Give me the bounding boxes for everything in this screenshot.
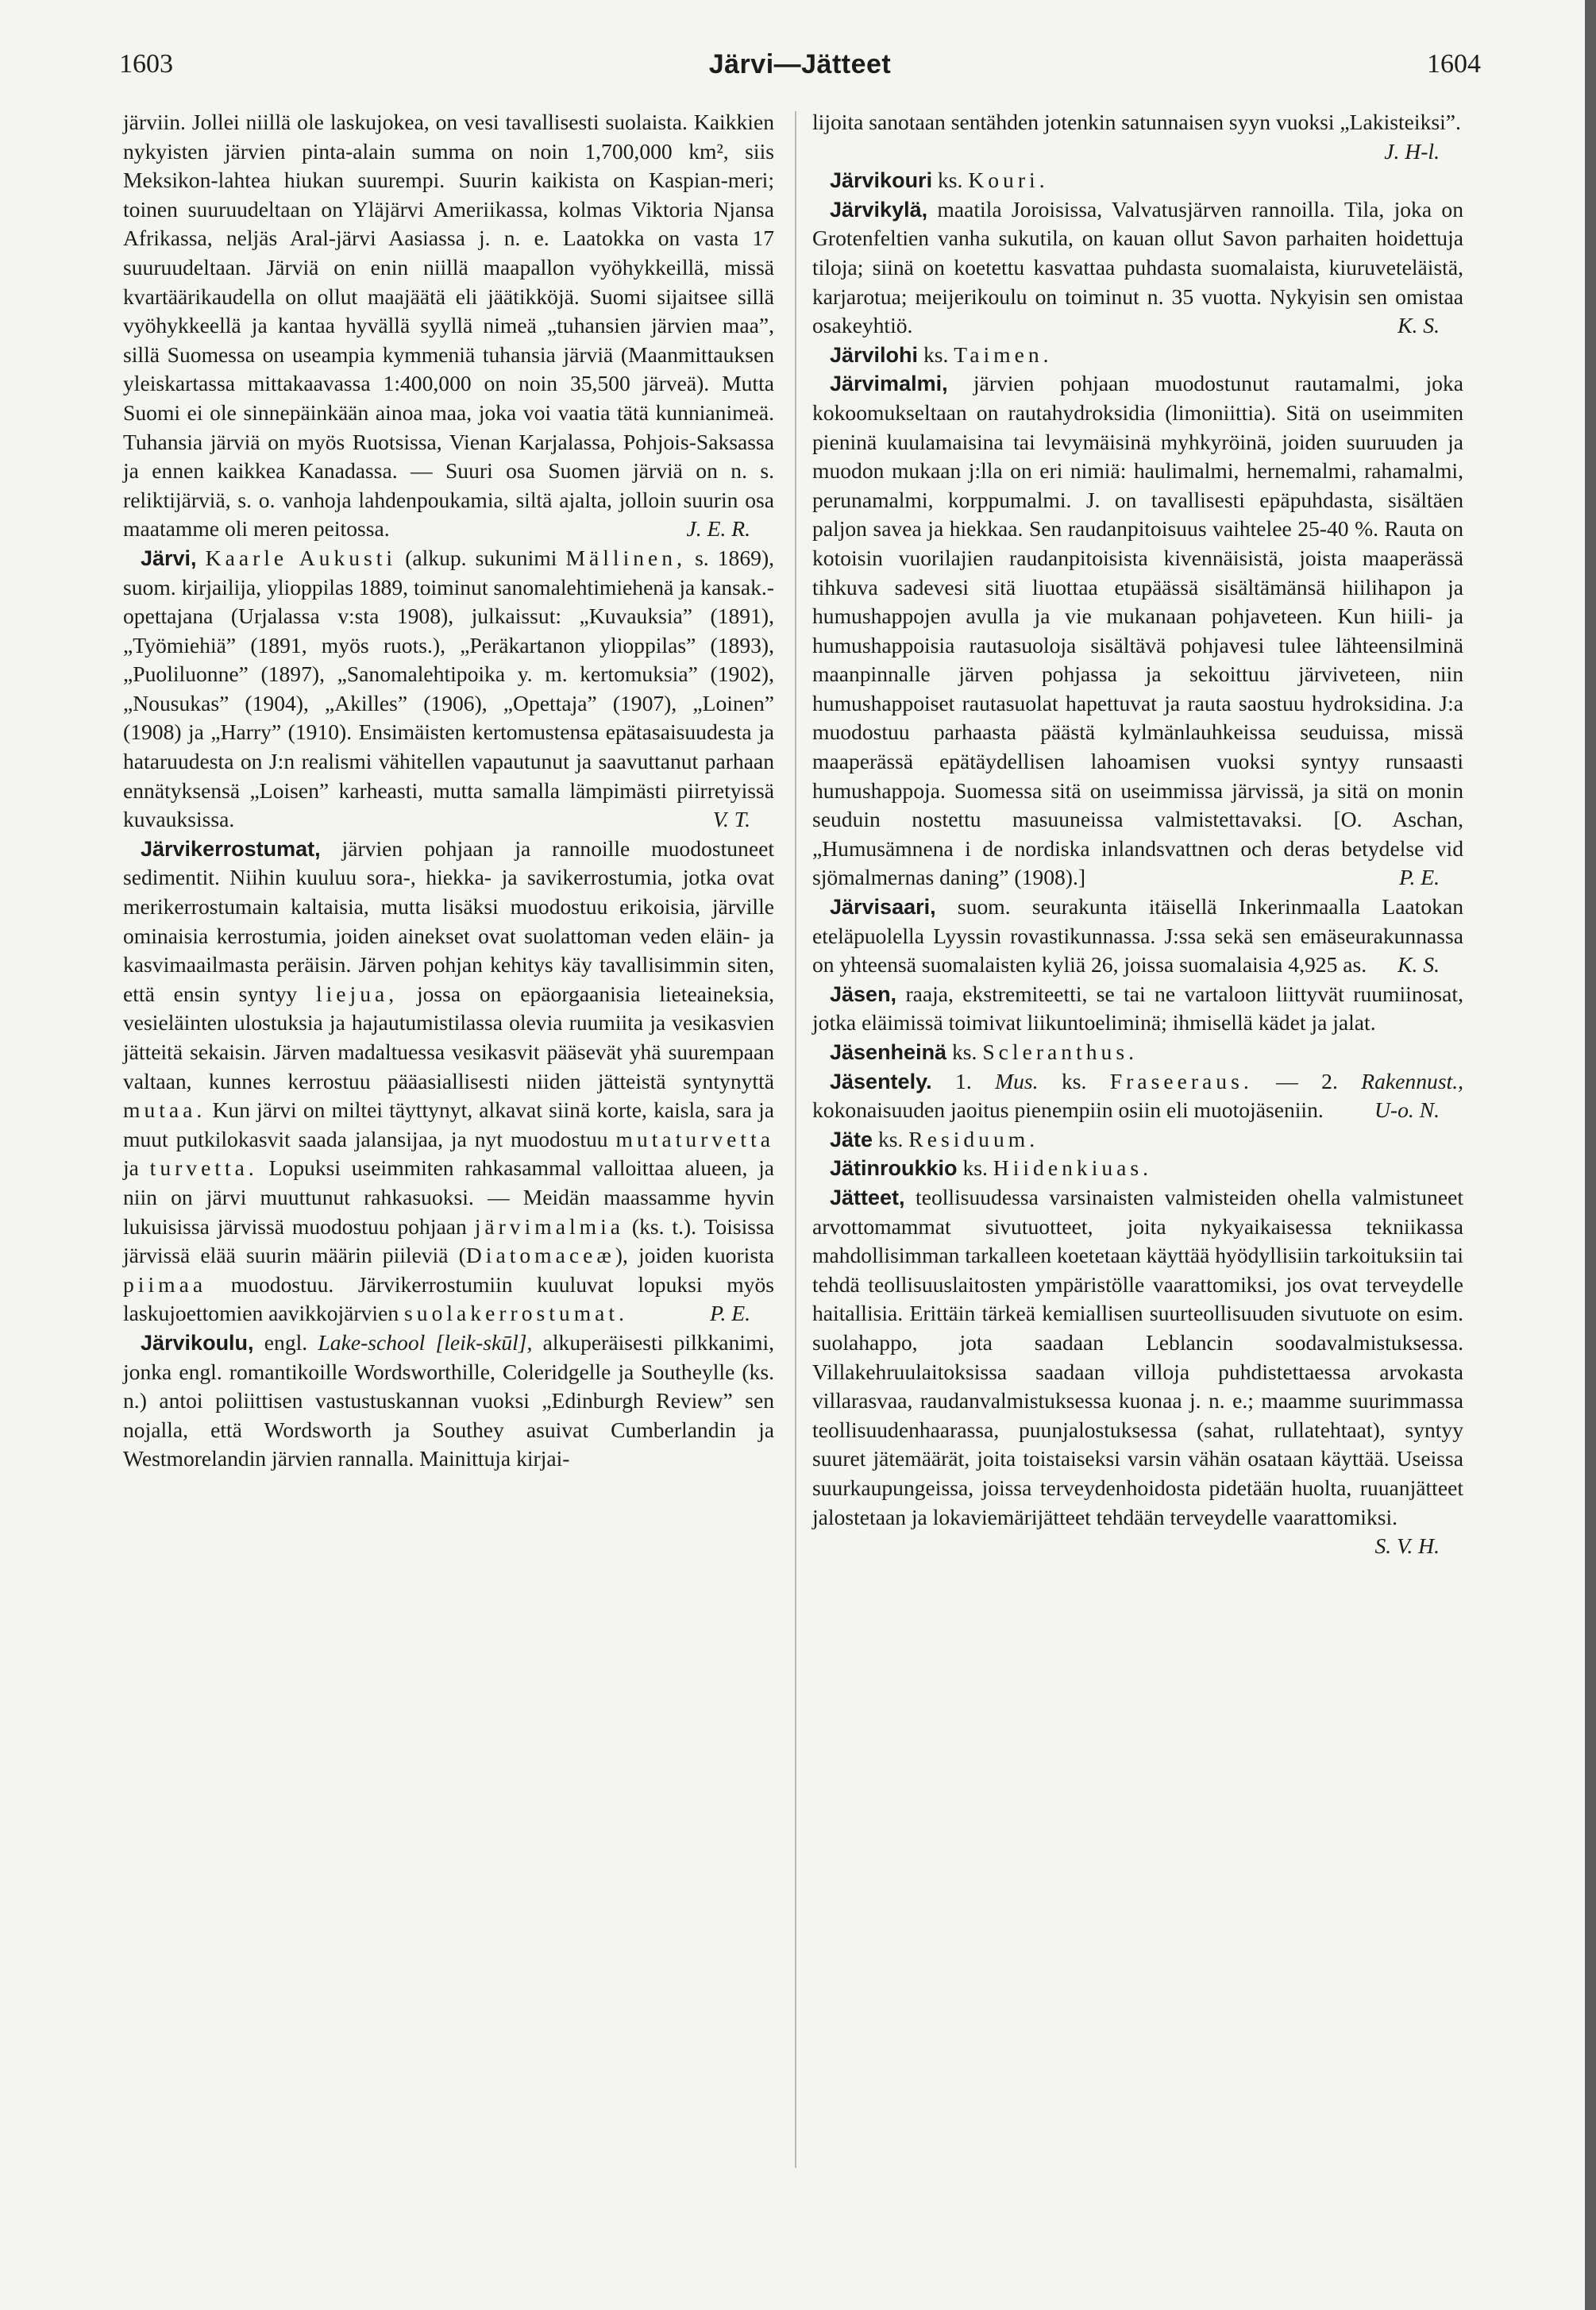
- column-divider: [795, 111, 796, 2168]
- entry-text: ks.: [951, 1039, 977, 1064]
- entry-headword: Järvikoulu,: [141, 1330, 254, 1355]
- entry-jarvisaari: [812, 893, 1463, 980]
- entry-headword: Järvisaari,: [830, 895, 936, 920]
- entry-signature: K. S.: [1397, 952, 1440, 978]
- spaced-term: mutaa.: [123, 1097, 206, 1123]
- entry-text: Lopuksi useimmiten rahkasammal valloittaa alueen, ja niin on järvi muuttunut rahkasuoksi. — Meidän maassamme hyvin lukuisissa järvissä muodostuu pohjaan: [123, 1155, 774, 1239]
- spaced-term: turvetta.: [149, 1155, 258, 1181]
- entry-text: (ks. t.). Toisissa järvissä elää suurin määrin piileviä (: [123, 1213, 774, 1268]
- spaced-term: Diatomaceæ: [465, 1243, 615, 1268]
- entry-text: maatila Joroisissa, Valvatusjärven rannoilla. Tila, joka on Grotenfeltien vanha sukutila, on kauan ollut Savon parhaiten hoidettuja tiloja; siinä on koetettu kasvattaa puhdasta suomalaista, kiuruveteläistä, karjarotua; meijerikoulu on toiminut n. 35 vuotta. Nykyisin sen omistaa osakeyhtiö.: [812, 196, 1463, 338]
- entry-headword: Järvikouri: [830, 168, 933, 193]
- entry-headword: Jäsenheinä: [830, 1040, 947, 1064]
- entry-text: ks.: [962, 1155, 988, 1181]
- entry-text: ks.: [1061, 1068, 1087, 1093]
- entry-headword: Järvimalmi,: [830, 372, 948, 396]
- entry-jasenheina: [812, 1038, 1463, 1067]
- entry-jarvikerrostumat: [123, 835, 774, 1329]
- entry-jarvikoulu: [123, 1329, 774, 1474]
- entry-jatteet: [812, 1183, 1463, 1559]
- entry-text: ja: [123, 1155, 139, 1181]
- running-title: Järvi—Jätteet: [708, 49, 892, 79]
- cross-reference: Residuum.: [908, 1126, 1039, 1151]
- entry-jasentely: [812, 1067, 1463, 1125]
- entry-text: teollisuudessa varsinaisten valmisteiden ohella valmistuneet arvottomammat sivutuotteet, joita nykyaikaisessa tekniikassa mahdollisimman tarkalleen koetetaan käyttää hyödyllisiin tarkoituksiin tai tehdä teollisuuslaitosten ympäristölle vaarattomiksi, jos ovat terveydelle haitallisia. Erittäin tärkeä kemiallisen suurteollisuuden sivutuote on esim. suolahappo, jota saadaan Leblancin soodavalmistuksessa. Villakehruulaitoksissa saadaan villoja puhdistettaessa arvokasta villarasvaa, raudanvalmistuksessa kuonaa j. n. e.; maamme suurimmassa teollisuudenhaarassa, puunjalostuksessa (sahat, rullatehtaat), syntyy suuret jätemäärät, joita toistaiseksi varsin vähän osataan käyttää. Useissa suurkaupungeissa, joissa terveydenhoidosta pidetään huolta, ruuanjätteet jalostetaan ja lokaviemärijätteet tehdään terveydelle vaarattomiksi.: [812, 1184, 1463, 1529]
- page-edge: [1585, 0, 1596, 2310]
- page-number-left: 1603: [119, 49, 173, 79]
- entry-headword: Jätinroukkio: [830, 1156, 958, 1181]
- entry-jarvilohi: [812, 341, 1463, 370]
- spaced-term: suolakerrostumat.: [404, 1301, 628, 1326]
- entry-text: järvien pohjaan ja rannoille muodostuneet sedimentit. Niihin kuuluu sora-, hiekka- ja savikerrostumia, jotka ovat merikerrostumain kaltaisia, mutta lisäksi muodostuu erikoisia, järville ominaisia kerrostumia, joiden ainekset ovat suolattoman veden eläin- ja kasvimaailmasta peräisin. Järven pohjan kehitys käy tavallisimmin siten, että ensin syntyy: [123, 835, 774, 1006]
- page-header: [119, 49, 1481, 84]
- entry-signature: S. V. H.: [1374, 1533, 1440, 1559]
- right-column: [812, 108, 1463, 1561]
- page-number-right: 1604: [1427, 49, 1481, 79]
- entry-jatinroukkio: [812, 1154, 1463, 1183]
- entry-headword: Järvilohi: [830, 342, 919, 367]
- entry-text: ks.: [937, 168, 963, 193]
- entry-headword: Järvikylä,: [830, 197, 928, 222]
- entry-signature: J. H-l.: [1384, 138, 1440, 164]
- entry-headword: Järvi,: [141, 546, 197, 570]
- spaced-term: piimaa: [123, 1271, 207, 1297]
- entry-text: jossa on epäorgaanisia lieteaineksia, vesieläinten ulostuksia ja hajautumistilassa olevia ruumiita ja vesikasvien jätteitä sekaisin. Järven madaltuessa vesikasvit pääsevät yhä suurempaan valtaan, kunnes kerrostuu pääasiallisesti niiden jätteistä syntynyttä: [123, 981, 774, 1093]
- entry-jarvi-kaarle: [123, 544, 774, 835]
- entry-text: 1.: [955, 1068, 972, 1093]
- entry-text: suom. seurakunta itäisellä Inkerinmaalla Laatokan eteläpuolella Lyyssin rovastikunnassa. J:ssa sekä sen emäseurakunnassa on yhteensä suomalaisten kyliä 26, joissa suomalaisia 4,925 as.: [812, 894, 1463, 978]
- cross-reference: Hiidenkiuas.: [993, 1155, 1153, 1181]
- cross-reference: Fraseeraus.: [1109, 1068, 1253, 1093]
- entry-jarvikoulu-continuation: [812, 108, 1463, 164]
- entry-jasen: [812, 980, 1463, 1038]
- entry-headword: Jäsentely.: [830, 1069, 932, 1093]
- cross-reference: Scleranthus.: [982, 1039, 1138, 1064]
- spaced-term: järvimalmia: [474, 1213, 625, 1239]
- italic-term: Lake-school [leik-skūl],: [318, 1329, 533, 1355]
- italic-term: Rakennust.,: [1361, 1068, 1464, 1093]
- entry-text: järvien pohjaan muodostunut rautamalmi, joka kokoomukseltaan on rautahydroksidia (limoniittia). Sitä on useimmiten pieninä kuulamaisina tai levymäisinä myhkyröinä, joiden suuruuden ja muodon mukaan j:lla on eri nimiä: haulimalmi, hernemalmi, rahamalmi, perunamalmi, korppumalmi. J. on tavallisesti epäpuhdasta, sisältäen paljon savea ja hiekkaa. Sen raudanpitoisuus vaihtelee 25-40 %. Rauta on kotoisin vuorilajien raudanpitoisista kivennäisistä, joista maaperässä tihkuva sadevesi sitä liuottaa etupäässä sisältämänsä hiilihapon ja humushappojen avulla ja vie mukanaan pohjaveteen. Kun hiili- ja humushappoisia rautasuoloja sisältävä pohjavesi tulee lähteensilminä maanpinnalle järven pohjassa ja sekoittuu järviveteen, niin humushappoiset rautasuolat hapettuvat ja rauta saostuu hydroksidina. J:a muodostuu parhaasta päästä kylmänlauhkeissa seuduissa, missä maaperässä epätäydellisen lahoamisen vuoksi syntyy runsaasti humushappoja. Suomessa sitä on useimmissa järvissä, ja sitä on monin seuduin nostettu masuuneissa valmistettavaksi. [O. Aschan, „Humusämnena i de nordiska inlandsvattnen och deras betydelse vid sjömalmernas daning” (1908).]: [812, 371, 1463, 890]
- entry-signature: P. E.: [1399, 865, 1440, 890]
- cross-reference: Kouri.: [968, 168, 1049, 193]
- entry-text: lijoita sanotaan sentähden jotenkin satunnaisen syyn vuoksi „Lakisteiksi”.: [812, 110, 1461, 134]
- spaced-name: Mällinen,: [565, 545, 686, 570]
- spaced-term: mutaturvetta: [615, 1126, 774, 1151]
- entry-text: alkuperäisesti pilkkanimi, jonka engl. romantikoille Wordsworthille, Coleridgelle ja Southeylle (ks. n.) antoi poliittisen vastustuskannan vuoksi „Edinburgh Review” sen nojalla, että Wordsworth ja Southey asuivat Cumberlandin ja Westmorelandin järvien rannalla. Mainittuja kirjai-: [123, 1329, 775, 1471]
- entry-signature: U-o. N.: [1374, 1097, 1440, 1123]
- entry-text: ks.: [923, 341, 949, 367]
- cross-reference: Taimen.: [954, 341, 1053, 367]
- entry-jarvi-continuation: [123, 108, 774, 544]
- entry-headword: Jätteet,: [830, 1185, 905, 1209]
- spaced-term: liejua,: [315, 981, 399, 1006]
- entry-jate: [812, 1125, 1463, 1155]
- left-column: [123, 108, 774, 1474]
- entry-signature: V. T.: [712, 807, 750, 832]
- entry-jarvikouri: [812, 166, 1463, 195]
- entry-text: engl.: [264, 1329, 308, 1355]
- spaced-name: Kaarle Aukusti: [205, 545, 397, 570]
- entry-text: Kun järvi on miltei täyttynyt, alkavat siinä korte, kaisla, sara ja muut putkilokasvit saada jalansijaa, ja nyt muodostuu: [123, 1097, 774, 1151]
- entry-text: kokonaisuuden jaoitus pienempiin osiin eli muotojäseniin.: [812, 1097, 1324, 1123]
- entry-text: raaja, ekstremiteetti, se tai ne vartaloon liittyvät ruumiinosat, jotka eläimissä toimivat liikuntoeliminä; ihmisellä kädet ja jalat.: [812, 981, 1463, 1035]
- entry-jarvimalmi: [812, 369, 1463, 893]
- entry-signature: P. E.: [710, 1301, 750, 1326]
- entry-text: ), joiden kuorista: [615, 1243, 774, 1268]
- entry-text: ks.: [877, 1126, 904, 1151]
- entry-text: muodostuu. Järvikerrostumiin kuuluvat lopuksi myös laskujoettomien aavikkojärvien: [123, 1271, 774, 1326]
- entry-headword: Jäsen,: [830, 981, 897, 1006]
- entry-signature: K. S.: [1397, 313, 1440, 338]
- entry-text: — 2.: [1276, 1068, 1338, 1093]
- entry-jarvikyla: [812, 195, 1463, 341]
- entry-text: järviin. Jollei niillä ole laskujokea, on vesi tavallisesti suolaista. Kaikkien nykyisten järvien pinta-alain summa on noin 1,700,000 km², siis Meksikon-lahtea hiukan suurempi. Suurin kaikista on Kaspian-meri; toinen suuruudeltaan on Yläjärvi Ameriikassa, kolmas Viktoria Njansa Afrikassa, neljäs Aral-järvi Aasiassa j. n. e. Laatokka on vasta 17 suuruudeltaan. Järviä on enin niillä maapallon vyöhykkeillä, missä kvartäärikaudella on ollut maajäätä eli jäätikköjä. Suomi sijaitsee sillä vyöhykkeellä ja kantaa hyvällä syyllä nimeä „tuhansien järvien maa”, sillä Suomessa on useampia kymmeniä tuhansia järviä (Maanmittauksen yleiskartassa mittakaavassa 1:400,000 on noin 35,500 järveä). Mutta Suomi ei ole sinnepäinkään ainoa maa, joka voi vaatia tätä kunnianimeä. Tuhansia järviä on myös Ruotsissa, Vienan Karjalassa, Pohjois-Saksassa ja ennen kaikkea Kanadassa. — Suuri osa Suomen järviä on n. s. reliktijärviä, s. o. vanhoja lahdenpoukamia, siltä ajalta, jolloin suurin osa maatamme oli meren peitossa.: [123, 110, 774, 542]
- entry-signature: J. E. R.: [686, 516, 750, 542]
- entry-headword: Jäte: [830, 1127, 873, 1151]
- italic-term: Mus.: [995, 1068, 1039, 1093]
- entry-headword: Järvikerrostumat,: [141, 836, 321, 861]
- entry-text: s. 1869), suom. kirjailija, ylioppilas 1889, toiminut sanomalehtimiehenä ja kansak.-opettajana (Urjalassa v:sta 1908), julkaissut: „Kuvauksia” (1891), „Työmiehiä” (1891, myös ruots.), „Peräkartanon ylioppilas” (1893), „Puoliluonne” (1897), „Sanomalehtipoika y. m. kertomuksia” (1902), „Nousukas” (1904), „Akilles” (1906), „Opettaja” (1907), „Loinen” (1908) ja „Harry” (1910). Ensimäisten kertomustensa epätasaisuudesta ja hataruudesta on J:n realismi vähitellen vapautunut ja saavuttanut parhaan ennätyksensä „Loisen” karheasti, mutta samalla lämpimästi piirretyissä kuvauksissa.: [123, 545, 775, 832]
- entry-text: (alkup. sukunimi: [405, 545, 557, 570]
